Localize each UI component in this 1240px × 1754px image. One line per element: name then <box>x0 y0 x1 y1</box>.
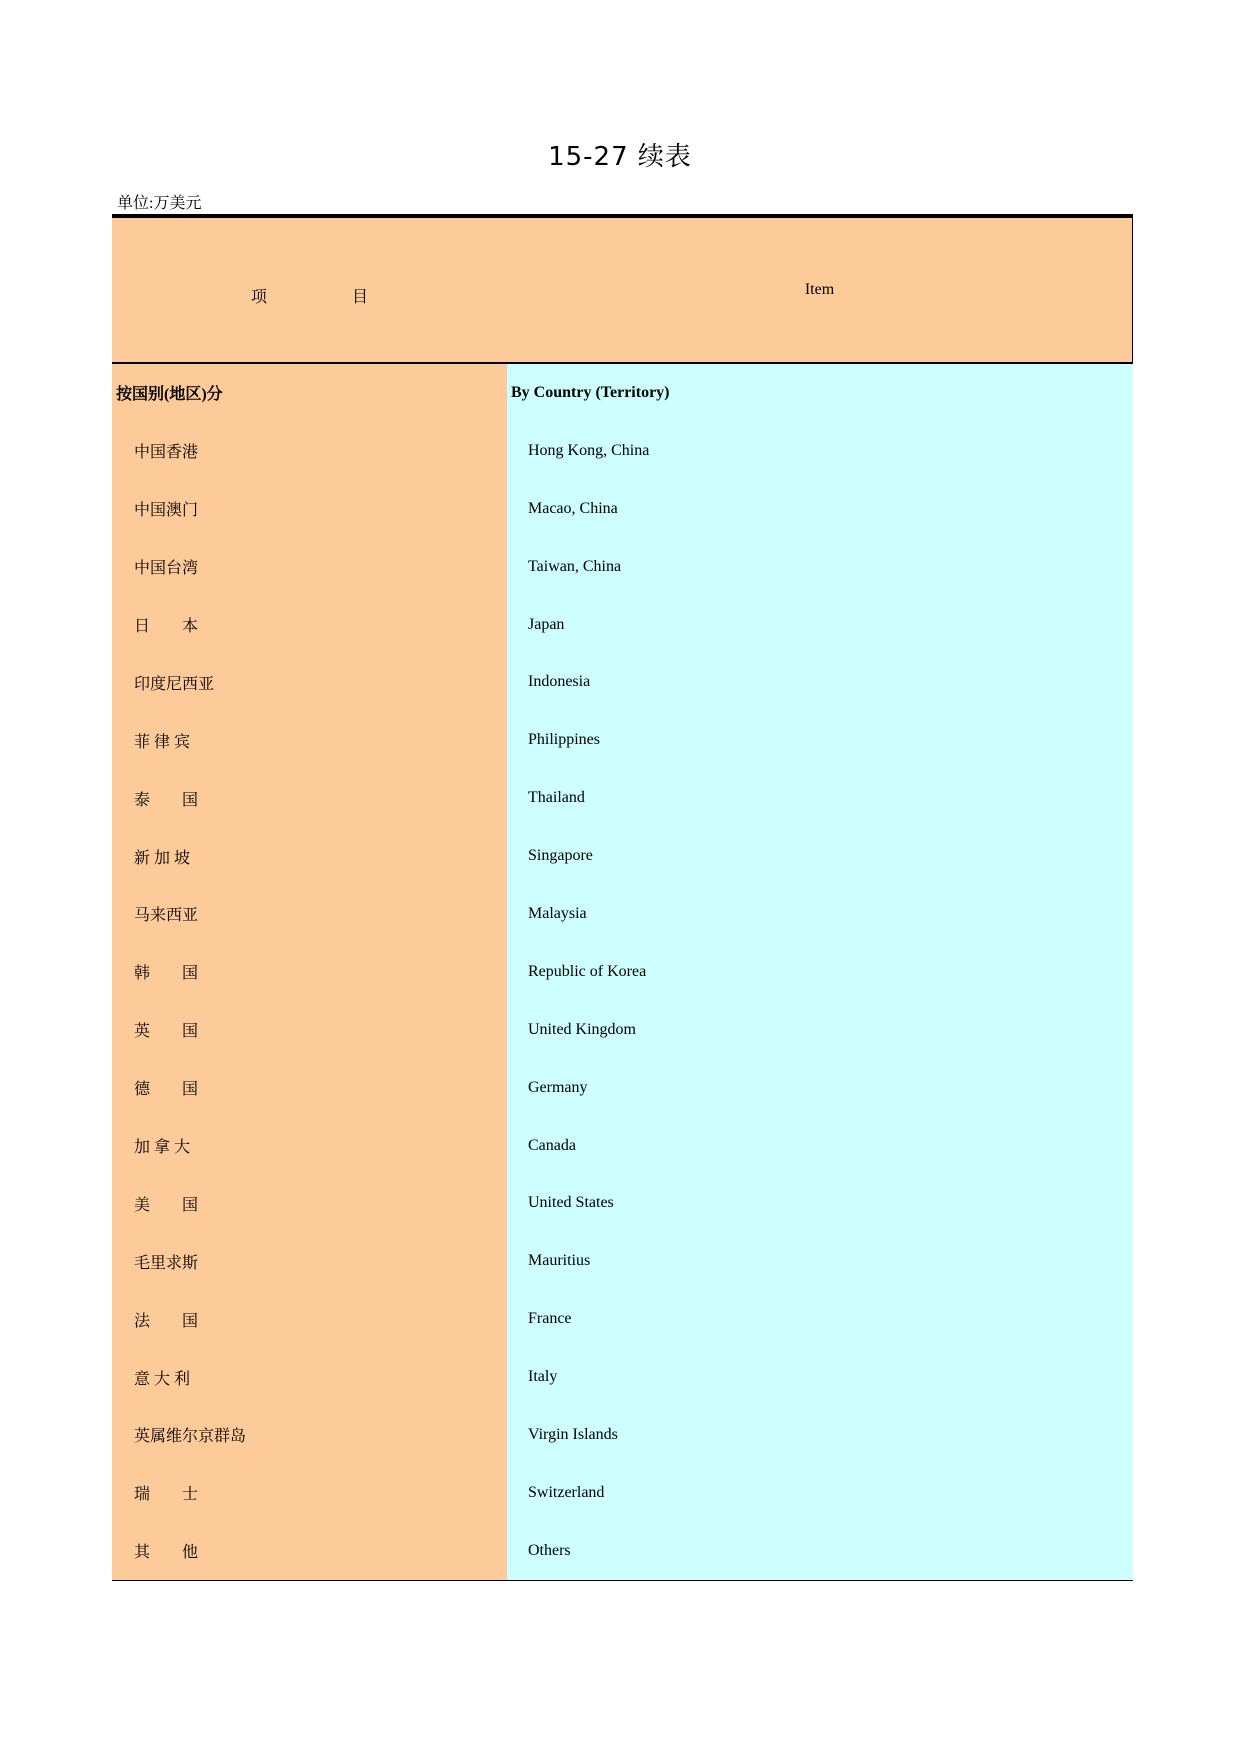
row-label-en: Macao, China <box>528 499 618 517</box>
row-label-cn: 意 大 利 <box>134 1370 191 1388</box>
row-label-cn: 中国澳门 <box>134 502 199 520</box>
row-label-cn: 美 国 <box>134 1196 199 1214</box>
table-header <box>112 218 1133 364</box>
row-label-en: Virgin Islands <box>528 1425 618 1443</box>
unit-label: 单位:万美元 <box>117 195 202 212</box>
row-label-en: Indonesia <box>528 673 591 691</box>
header-cn <box>112 218 507 362</box>
row-label-en: United States <box>528 1194 614 1212</box>
row-label-cn: 法 国 <box>134 1312 199 1330</box>
header-cn-part2: 目 <box>352 289 369 306</box>
page-title: 15-27 续表 <box>548 142 692 172</box>
row-label-cn: 韩 国 <box>134 965 199 983</box>
row-label-cn: 中国香港 <box>134 444 199 462</box>
row-label-cn: 新 加 坡 <box>134 849 191 867</box>
row-label-en: Switzerland <box>528 1483 605 1501</box>
row-label-en: Thailand <box>528 789 585 807</box>
row-label-cn: 瑞 士 <box>134 1486 199 1504</box>
row-label-cn: 英属维尔京群岛 <box>134 1428 247 1446</box>
chinese-column <box>112 364 507 1580</box>
row-label-en: Malaysia <box>528 904 587 922</box>
row-label-cn: 英 国 <box>134 1023 199 1041</box>
row-label-cn: 菲 律 宾 <box>134 733 191 751</box>
row-label-en: Mauritius <box>528 1252 591 1270</box>
row-label-cn: 马来西亚 <box>134 907 199 925</box>
bottom-rule <box>112 1580 1133 1581</box>
section-label-cn: 按国别(地区)分 <box>116 386 223 404</box>
row-label-cn: 日 本 <box>134 618 199 635</box>
data-table <box>112 214 1133 1581</box>
row-label-en: Singapore <box>528 847 593 865</box>
header-en: Item <box>804 281 835 298</box>
row-label-en: Germany <box>528 1078 588 1096</box>
table-body <box>112 364 1133 1580</box>
row-label-cn: 中国台湾 <box>134 560 199 578</box>
row-label-en: Taiwan, China <box>528 557 622 575</box>
section-label-en: By Country (Territory) <box>511 383 670 401</box>
row-label-en: Canada <box>528 1136 576 1154</box>
row-label-cn: 加 拿 大 <box>134 1139 191 1157</box>
english-column <box>507 364 1133 1580</box>
row-label-cn: 毛里求斯 <box>134 1254 199 1272</box>
row-label-en: Hong Kong, China <box>528 441 650 459</box>
row-label-en: Republic of Korea <box>528 962 647 980</box>
row-label-cn: 泰 国 <box>134 791 199 809</box>
row-label-en: France <box>528 1310 572 1328</box>
row-label-en: Philippines <box>528 731 601 749</box>
row-label-en: Italy <box>528 1368 558 1386</box>
row-label-cn: 德 国 <box>134 1081 199 1099</box>
row-label-cn: 其 他 <box>134 1544 199 1562</box>
row-label-en: Others <box>528 1541 571 1559</box>
row-label-cn: 印度尼西亚 <box>134 675 215 693</box>
row-label-en: Japan <box>528 615 565 633</box>
row-label-en: United Kingdom <box>528 1020 636 1038</box>
header-cn-part1: 项 <box>251 289 268 306</box>
